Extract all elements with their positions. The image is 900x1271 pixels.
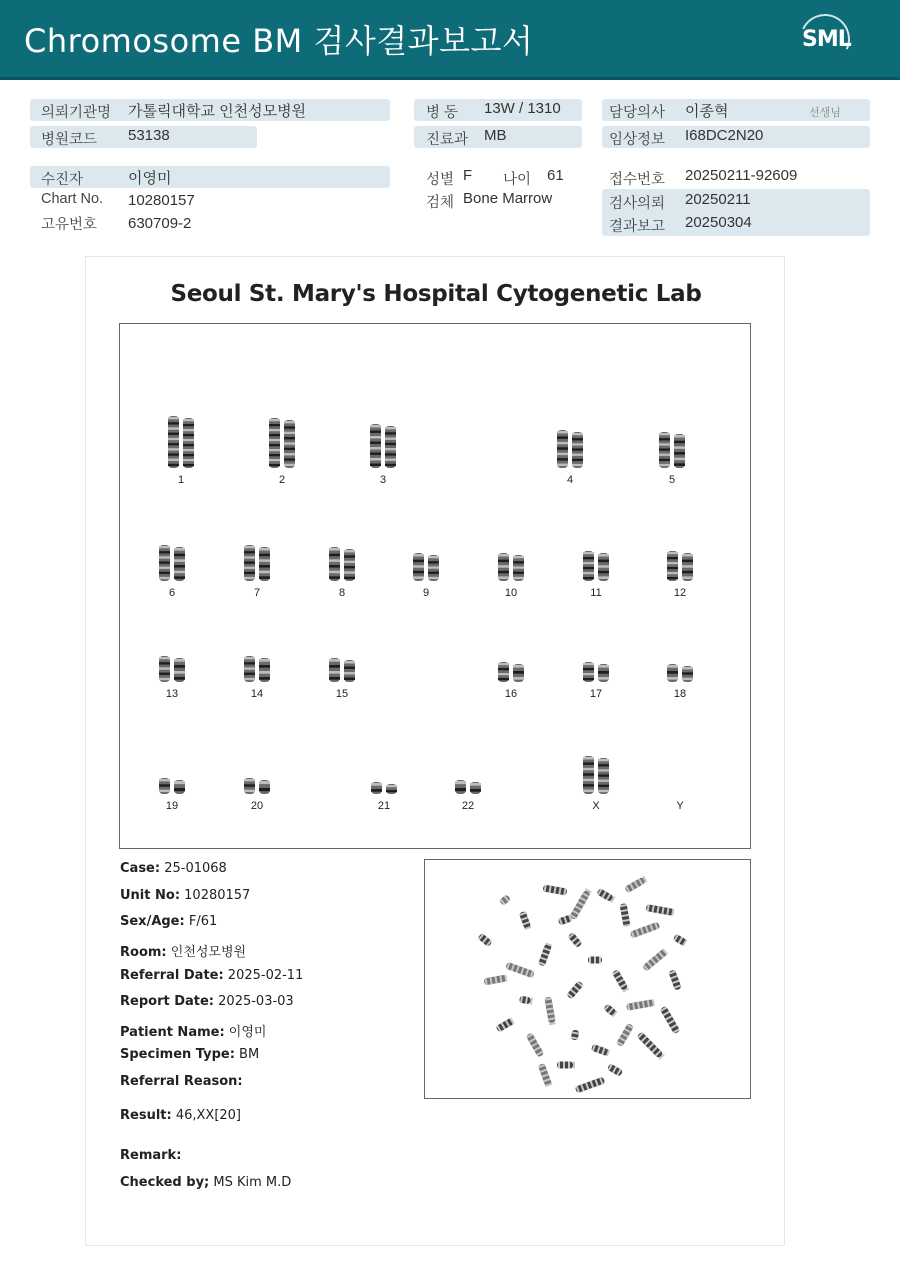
report-field-label: Report Date: [120, 994, 215, 1009]
chromosome-pair-11 [579, 549, 613, 583]
chromosome-pair-16 [494, 660, 528, 684]
report-field-value: MS Kim M.D [209, 1175, 292, 1190]
dept-label: 진료과 [426, 132, 469, 148]
sex-label: 성별 [426, 172, 455, 188]
report-field-label: Remark: [120, 1148, 182, 1163]
report-field-label: Patient Name: [120, 1025, 225, 1040]
report-field-value: 인천성모병원 [166, 945, 247, 960]
report-field-row [120, 968, 303, 983]
header-bar [0, 0, 900, 80]
doctor-label: 담당의사 [609, 105, 666, 121]
metaphase-spread [425, 860, 750, 1098]
institution-label: 의뢰기관명 [41, 105, 112, 121]
report-field-row [120, 994, 294, 1009]
age-value: 61 [547, 167, 564, 184]
report-date-value: 20250304 [685, 214, 752, 231]
chromosome-label: 15 [335, 688, 349, 700]
chromosome-label: 7 [253, 587, 261, 599]
report-field-label: Result: [120, 1108, 172, 1123]
chromosome-label: 8 [338, 587, 346, 599]
patient-value: 이영미 [128, 170, 172, 187]
chromosome-label: 11 [590, 587, 602, 599]
report-field-label: Sex/Age: [120, 914, 185, 929]
request-value: 20250211 [685, 191, 751, 208]
chromosome-label: 14 [250, 688, 264, 700]
chromosome-label: Y [676, 800, 684, 812]
report-field-row [120, 1108, 241, 1123]
chromosome-label: 5 [668, 474, 676, 486]
report-field-row [120, 1148, 181, 1163]
chromosome-pair-19 [155, 776, 189, 796]
specimen-value: Bone Marrow [463, 190, 553, 207]
chromosome-label: 21 [377, 800, 391, 812]
dept-value: MB [484, 127, 507, 144]
report-field-label: Referral Date: [120, 968, 224, 983]
report-field-value: 2025-02-11 [223, 968, 304, 983]
lab-title: Seoul St. Mary's Hospital Cytogenetic Lab [170, 281, 702, 307]
chromosome-pair-7 [240, 543, 274, 583]
id-label: 고유번호 [41, 217, 98, 233]
chromosome-pair-5 [655, 430, 689, 470]
chromosome-pair-2 [265, 416, 299, 470]
clinical-value: I68DC2N20 [685, 127, 764, 144]
chromosome-pair-12 [663, 549, 697, 583]
report-field-label: Room: [120, 945, 167, 960]
chromosome-pair-13 [155, 654, 189, 684]
report-field-value: BM [234, 1047, 260, 1062]
chromosome-pair-4 [553, 428, 587, 470]
institution-value: 가톨릭대학교 인천성모병원 [128, 103, 307, 120]
receipt-value: 20250211-92609 [685, 167, 798, 184]
chromosome-pair-14 [240, 654, 274, 684]
chromosome-label: 4 [566, 474, 574, 486]
report-field-label: Checked by; [120, 1175, 210, 1190]
receipt-label: 접수번호 [609, 172, 666, 188]
sml-logo [796, 12, 854, 66]
chromosome-label: 18 [673, 688, 687, 700]
chart-label: Chart No. [41, 191, 104, 207]
chromosome-label: 22 [461, 800, 475, 812]
report-field-label: Specimen Type: [120, 1047, 235, 1062]
chromosome-pair-18 [663, 662, 697, 684]
report-field-row [120, 914, 217, 929]
report-field-row [120, 941, 246, 960]
report-field-value: 이영미 [224, 1025, 267, 1040]
chromosome-label: 6 [168, 587, 176, 599]
request-label: 검사의뢰 [609, 196, 666, 212]
chromosome-label: 2 [278, 474, 286, 486]
report-field-row [120, 861, 227, 876]
hospital-code-value: 53138 [128, 127, 170, 144]
chromosome-label: 1 [177, 474, 185, 486]
report-field-value: 10280157 [180, 888, 251, 903]
chromosome-pair-20 [240, 776, 274, 796]
report-field-value: 2025-03-03 [214, 994, 294, 1009]
report-field-value: 46,XX[20] [171, 1108, 242, 1123]
age-label: 나이 [503, 172, 532, 188]
report-field-value: 25-01068 [160, 861, 227, 876]
logo-text: SML [802, 27, 851, 52]
chromosome-label: 12 [673, 587, 687, 599]
karyotype-report [85, 256, 785, 1246]
chromosome-pair-22 [451, 778, 485, 796]
report-title: Chromosome BM 검사결과보고서 [24, 22, 534, 60]
report-date-label: 결과보고 [609, 219, 666, 235]
chromosome-pair-3 [366, 422, 400, 470]
chromosome-label: 20 [250, 800, 264, 812]
chromosome-label: 19 [165, 800, 179, 812]
chromosome-label: 3 [379, 474, 387, 486]
sex-value: F [463, 167, 473, 184]
chromosome-pair-1 [164, 414, 198, 470]
patient-bar [30, 166, 390, 188]
chromosome-label: 16 [504, 688, 518, 700]
clinical-label: 임상정보 [609, 132, 666, 148]
chromosome-pair-15 [325, 656, 359, 684]
hospital-code-label: 병원코드 [41, 132, 98, 148]
chromosome-pair-6 [155, 543, 189, 583]
chromosome-pair-21 [367, 780, 401, 796]
doctor-suffix: 선생님 [809, 107, 841, 119]
chromosome-pair-8 [325, 545, 359, 583]
patient-label: 수진자 [41, 172, 84, 188]
ward-label: 병 동 [426, 105, 459, 121]
chart-value: 10280157 [128, 192, 195, 209]
doctor-value: 이종혁 [685, 103, 729, 120]
chromosome-label: 17 [589, 688, 603, 700]
chromosome-pair-9 [409, 551, 443, 583]
chromosome-label: 10 [504, 587, 518, 599]
report-field-label: Case: [120, 861, 161, 876]
id-value: 630709-2 [128, 215, 192, 232]
chromosome-pair-X [579, 754, 613, 796]
report-field-row [120, 888, 250, 903]
report-field-label: Referral Reason: [120, 1074, 243, 1089]
report-field-value: F/61 [184, 914, 218, 929]
report-field-row [120, 1047, 259, 1062]
karyogram-panel [119, 323, 751, 849]
report-field-row [120, 1074, 243, 1089]
chromosome-label: X [592, 800, 600, 812]
metaphase-image [424, 859, 751, 1099]
specimen-label: 검체 [426, 195, 455, 211]
ward-value: 13W / 1310 [484, 100, 561, 117]
chromosome-pair-10 [494, 551, 528, 583]
chromosome-label: 9 [422, 587, 430, 599]
chromosome-label: 13 [165, 688, 179, 700]
report-field-label: Unit No: [120, 888, 181, 903]
chromosome-pair-17 [579, 660, 613, 684]
report-field-row [120, 1175, 291, 1190]
report-field-row [120, 1021, 266, 1040]
